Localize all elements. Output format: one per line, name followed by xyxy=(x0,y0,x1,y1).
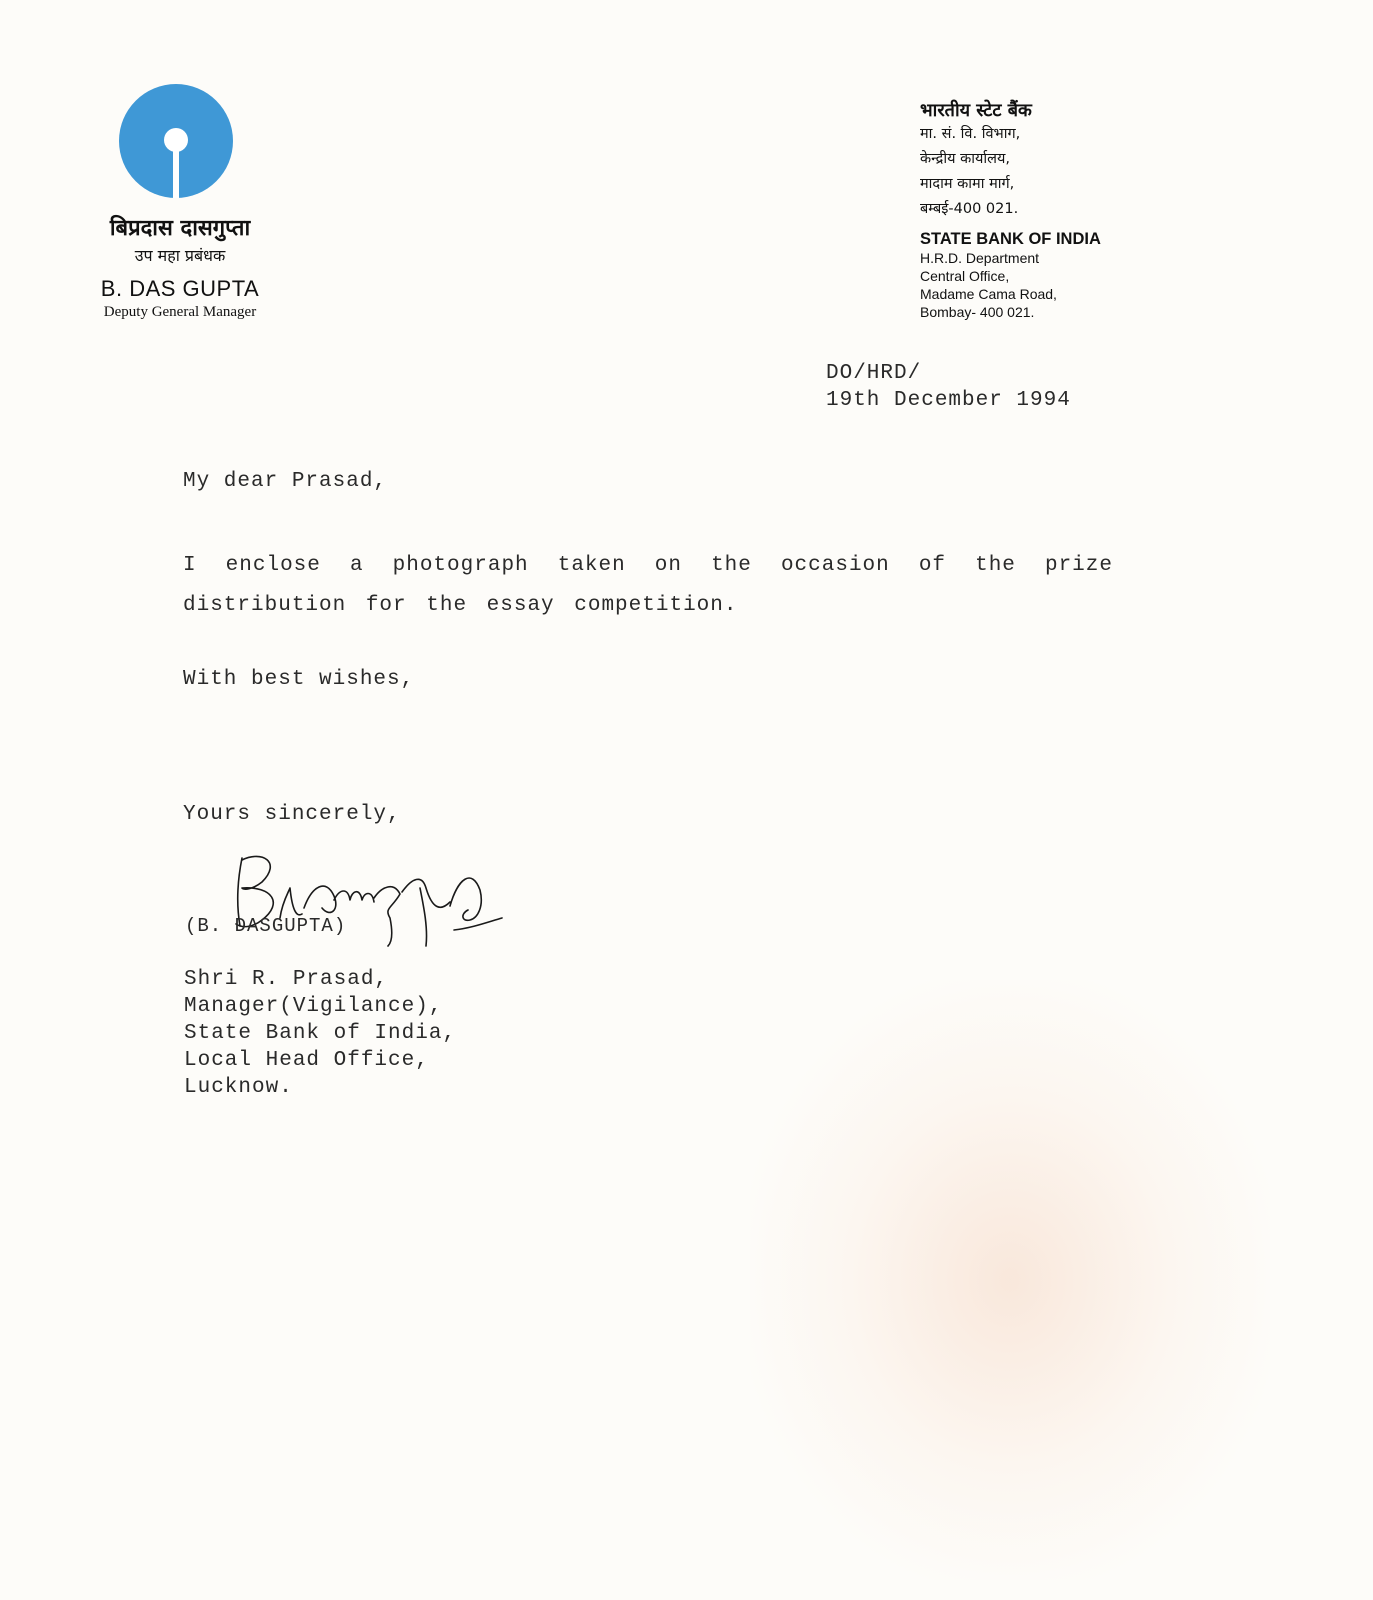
bank-name-hindi: भारतीय स्टेट बैंक xyxy=(920,100,1032,121)
reference-block xyxy=(826,360,1071,414)
sender-name-hindi: बिप्रदास दासगुप्ता xyxy=(109,216,251,241)
bank-address-hindi-line: केन्द्रीय कार्यालय, xyxy=(920,151,1010,167)
bank-address-line: H.R.D. Department xyxy=(920,250,1040,266)
salutation: My dear Prasad, xyxy=(183,470,388,493)
sender-title: Deputy General Manager xyxy=(103,304,257,320)
addressee-block xyxy=(184,966,456,1101)
sender-title-hindi: उप महा प्रबंधक xyxy=(134,246,226,265)
addressee-line: Manager(Vigilance), xyxy=(184,995,443,1018)
paper-stain xyxy=(750,980,1270,1580)
letter-date: 19th December 1994 xyxy=(826,389,1071,412)
addressee-line: Local Head Office, xyxy=(184,1049,429,1072)
bank-address-block xyxy=(920,98,1180,321)
sbi-logo-icon xyxy=(119,84,233,198)
closing: Yours sincerely, xyxy=(183,803,401,826)
bank-address-hindi-line: मा. सं. वि. विभाग, xyxy=(920,126,1021,142)
bank-name: STATE BANK OF INDIA xyxy=(920,230,1101,248)
bank-address-hindi-line: बम्बई-400 021. xyxy=(920,201,1019,217)
sender-name: B. DAS GUPTA xyxy=(100,276,260,301)
bank-address-line: Madame Cama Road, xyxy=(920,286,1057,302)
letter-body: I enclose a photograph taken on the occasion of the prize distribution for the essay competition. xyxy=(183,554,1113,617)
best-wishes: With best wishes, xyxy=(183,668,415,691)
addressee-line: Shri R. Prasad, xyxy=(184,968,389,991)
addressee-line: Lucknow. xyxy=(184,1076,293,1099)
signatory-name: (B. DASGUPTA) xyxy=(185,915,347,937)
sender-block xyxy=(60,212,300,321)
bank-address-hindi-line: मादाम कामा मार्ग, xyxy=(920,176,1015,192)
bank-address-line: Central Office, xyxy=(920,268,1010,284)
bank-address-line: Bombay- 400 021. xyxy=(920,304,1035,320)
addressee-line: State Bank of India, xyxy=(184,1022,457,1045)
reference-number: DO/HRD/ xyxy=(826,362,922,385)
